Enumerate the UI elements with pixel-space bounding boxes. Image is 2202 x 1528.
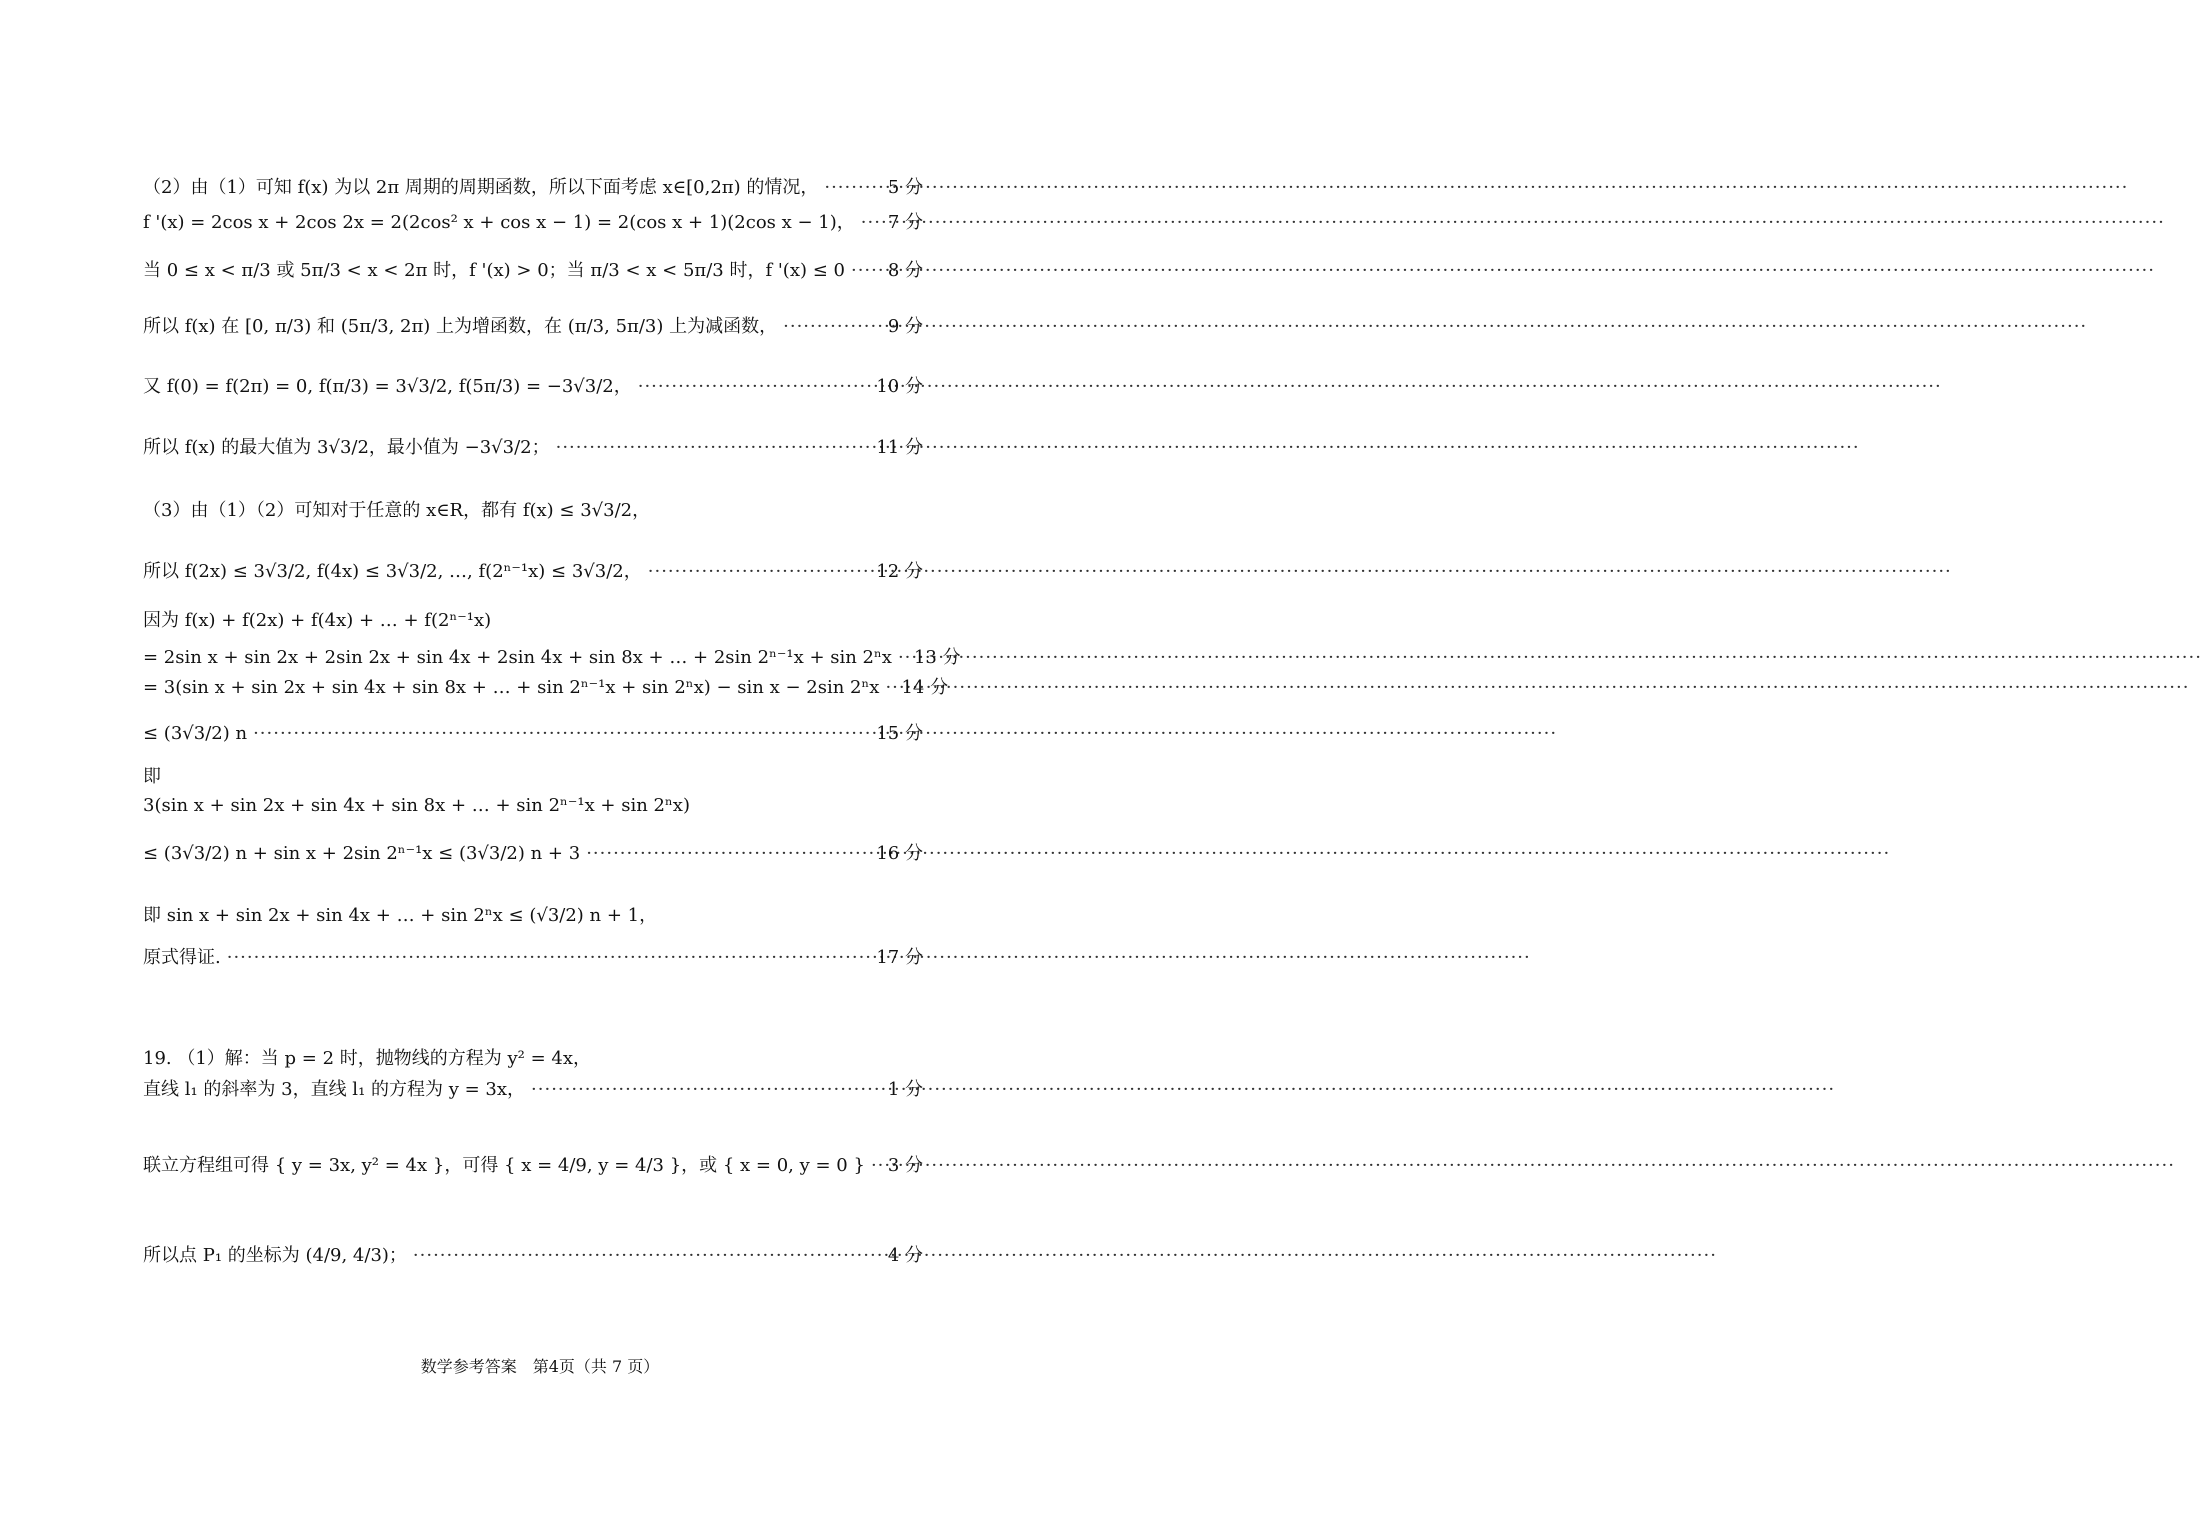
dot-leader: [885, 675, 895, 701]
line-9: [143, 608, 491, 634]
line-text: = 2sin x + sin 2x + 2sin 2x + sin 4x + 2sin 4x + sin 8x + … + 2sin 2ⁿ⁻¹x + sin 2ⁿx: [143, 647, 892, 668]
dot-leader: [783, 314, 882, 340]
line-15: [143, 841, 923, 867]
line-text: 当 0 ≤ x < π/3 或 5π/3 < x < 2π 时，f '(x) > 0；当 π/3 < x < 5π/3 时，f '(x) ≤ 0: [143, 260, 845, 281]
line-5: [143, 374, 923, 400]
dot-leader: [556, 435, 871, 461]
line-19: [143, 1077, 923, 1103]
line-text: 19. （1）解：当 p = 2 时，抛物线的方程为 y² = 4x，: [143, 1048, 591, 1069]
score-label: 12 分: [876, 561, 923, 582]
line-text: （3）由（1）（2）可知对于任意的 x∈R，都有 f(x) ≤ 3√3/2，: [143, 500, 651, 521]
line-text: 即: [143, 766, 161, 787]
score-label: 17 分: [876, 947, 923, 968]
line-12: [143, 721, 923, 747]
score-label: 11 分: [876, 437, 923, 458]
score-label: 1 分: [887, 1079, 923, 1100]
line-13: [143, 764, 161, 790]
dot-leader: [253, 721, 870, 747]
line-20: [143, 1153, 923, 1179]
score-label: 8 分: [887, 260, 923, 281]
line-text: （2）由（1）可知 f(x) 为以 2π 周期的周期函数，所以下面考虑 x∈[0,2π) 的情况，: [143, 177, 819, 198]
score-label: 3 分: [887, 1155, 923, 1176]
dot-leader: [586, 841, 870, 867]
page-footer: 数学参考答案 第4页（共 7 页）: [420, 1357, 660, 1376]
line-4: [143, 314, 923, 340]
line-14: [143, 793, 690, 819]
line-1: [143, 175, 923, 201]
line-18: [143, 1046, 591, 1072]
line-text: 所以 f(2x) ≤ 3√3/2, f(4x) ≤ 3√3/2, …, f(2ⁿ⁻¹x) ≤ 3√3/2，: [143, 561, 642, 582]
score-label: 15 分: [876, 723, 923, 744]
line-7: [143, 498, 650, 524]
line-text: 又 f(0) = f(2π) = 0, f(π/3) = 3√3/2, f(5π/3) = −3√3/2，: [143, 376, 632, 397]
line-17: [143, 945, 923, 971]
line-text: 直线 l₁ 的斜率为 3，直线 l₁ 的方程为 y = 3x，: [143, 1079, 526, 1100]
score-label: 9 分: [887, 316, 923, 337]
score-label: 7 分: [887, 212, 923, 233]
score-label: 4 分: [887, 1245, 923, 1266]
score-label: 16 分: [876, 843, 923, 864]
dot-leader: [227, 945, 871, 971]
line-text: ≤ (3√3/2) n + sin x + 2sin 2ⁿ⁻¹x ≤ (3√3/2) n + 3: [143, 843, 581, 864]
line-3: [143, 258, 923, 284]
line-text: 所以点 P₁ 的坐标为 (4/9, 4/3)；: [143, 1245, 407, 1266]
dot-leader: [861, 210, 882, 236]
document-page: [0, 0, 1080, 1528]
dot-leader: [638, 374, 871, 400]
score-label: 10 分: [876, 376, 923, 397]
dot-leader: [851, 258, 882, 284]
line-2: [143, 210, 923, 236]
dot-leader: [413, 1243, 882, 1269]
line-16: [143, 903, 657, 929]
score-label: 5 分: [887, 177, 923, 198]
line-text: ≤ (3√3/2) n: [143, 723, 248, 744]
line-text: 因为 f(x) + f(2x) + f(4x) + … + f(2ⁿ⁻¹x): [143, 610, 492, 631]
line-11: [143, 675, 949, 701]
line-text: 所以 f(x) 在 [0, π/3) 和 (5π/3, 2π) 上为增函数，在 (π/3, 5π/3) 上为减函数，: [143, 316, 778, 337]
dot-leader: [531, 1077, 882, 1103]
score-label: 13 分: [913, 647, 961, 668]
dot-leader: [871, 1153, 882, 1179]
line-text: 3(sin x + sin 2x + sin 4x + sin 8x + … + sin 2ⁿ⁻¹x + sin 2ⁿx): [143, 795, 690, 816]
line-text: = 3(sin x + sin 2x + sin 4x + sin 8x + … + sin 2ⁿ⁻¹x + sin 2ⁿx) − sin x − 2sin 2ⁿx: [143, 677, 880, 698]
line-21: [143, 1243, 923, 1269]
dot-leader: [898, 645, 908, 671]
line-8: [143, 559, 923, 585]
line-10: [143, 645, 961, 671]
dot-leader: [824, 175, 881, 201]
line-text: 联立方程组可得 { y = 3x, y² = 4x }，可得 { x = 4/9, y = 4/3 }，或 { x = 0, y = 0 }: [143, 1155, 865, 1176]
line-text: 原式得证.: [143, 947, 221, 968]
line-text: 所以 f(x) 的最大值为 3√3/2，最小值为 −3√3/2；: [143, 437, 550, 458]
dot-leader: [648, 559, 871, 585]
line-6: [143, 435, 923, 461]
line-text: f '(x) = 2cos x + 2cos 2x = 2(2cos² x + cos x − 1) = 2(cos x + 1)(2cos x − 1)，: [143, 212, 855, 233]
score-label: 14 分: [901, 677, 949, 698]
line-text: 即 sin x + sin 2x + sin 4x + … + sin 2ⁿx ≤ (√3/2) n + 1，: [143, 905, 658, 926]
